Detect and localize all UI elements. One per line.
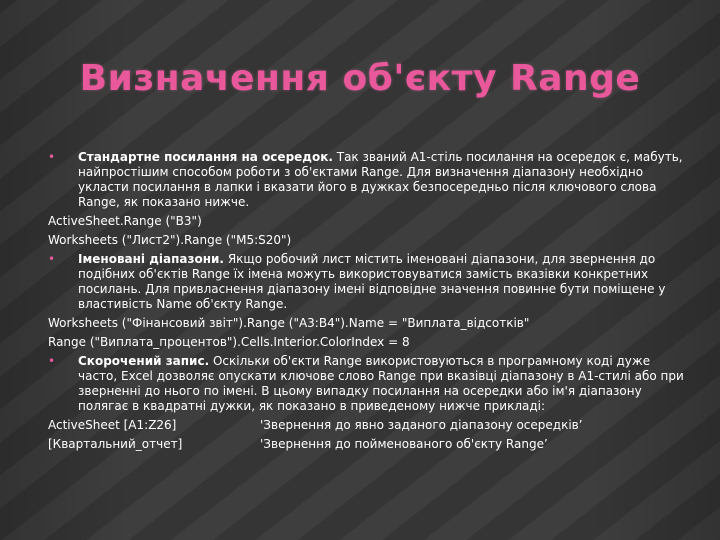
bullet-icon: •: [48, 150, 56, 164]
bullet-text: Так званий А1-стіль посилання на осередок є, мабуть, найпростішим способом роботи з об'єктами Range. Для визначення діапазону необхідно укласти посилання в лапки і вказати його в дужках безпосередньо після ключового слова Range, як показано нижче.: [78, 150, 683, 209]
code-text: [Квартальний_отчет]: [48, 437, 183, 451]
bullet-lead: Іменовані діапазони.: [78, 252, 224, 266]
bullet-text: Оскільки об'єкти Range використовуються в програмному коді дуже часто, Excel дозволяє опускати ключове слово Range при вказівці діапазону в А1-стилі або при зверненні до нього по імені. В цьому випадку посилання на осередки або ім'я діапазону полягає в квадратні дужки, як показано в приведеному нижче прикладі:: [78, 354, 684, 413]
slide-title: Визначення об'єкту Range: [79, 58, 641, 99]
code-line: Worksheets ("Фінансовий звіт").Range ("A3:B4").Name = "Виплата_відсотків": [48, 316, 530, 330]
code-line: ActiveSheet.Range ("B3"): [48, 214, 202, 228]
code-text: ActiveSheet [A1:Z26]: [48, 418, 177, 432]
bullet-icon: •: [48, 252, 56, 266]
code-comment: 'Звернення до явно заданого діапазону осередків’: [260, 418, 583, 432]
code-with-comment: [48, 437, 686, 452]
code-line: Worksheets ("Лист2").Range ("M5:S20"): [48, 233, 292, 247]
bullet-short-notation: [48, 354, 686, 414]
bullet-icon: •: [48, 354, 56, 368]
bullet-lead: Скорочений запис.: [78, 354, 210, 368]
bullet-text: Якщо робочий лист містить іменовані діапазони, для звернення до подібних об'єктів Range їх імена можуть використовуватися замість вказівки конкретних посилань. Для привласнення діапазону імені відповідне значення повинне бути поміщене у властивість Name об'єкту Range.: [78, 252, 666, 311]
code-with-comment: [48, 418, 686, 433]
code-comment: 'Звернення до пойменованого об'єкту Range’: [260, 437, 548, 451]
bullet-named-ranges: [48, 252, 686, 312]
bullet-lead: Стандартне посилання на осередок.: [78, 150, 333, 164]
slide-content: [48, 150, 686, 456]
code-line: Range ("Виплата_процентов").Cells.Interior.ColorIndex = 8: [48, 335, 410, 349]
bullet-standard-reference: [48, 150, 686, 210]
